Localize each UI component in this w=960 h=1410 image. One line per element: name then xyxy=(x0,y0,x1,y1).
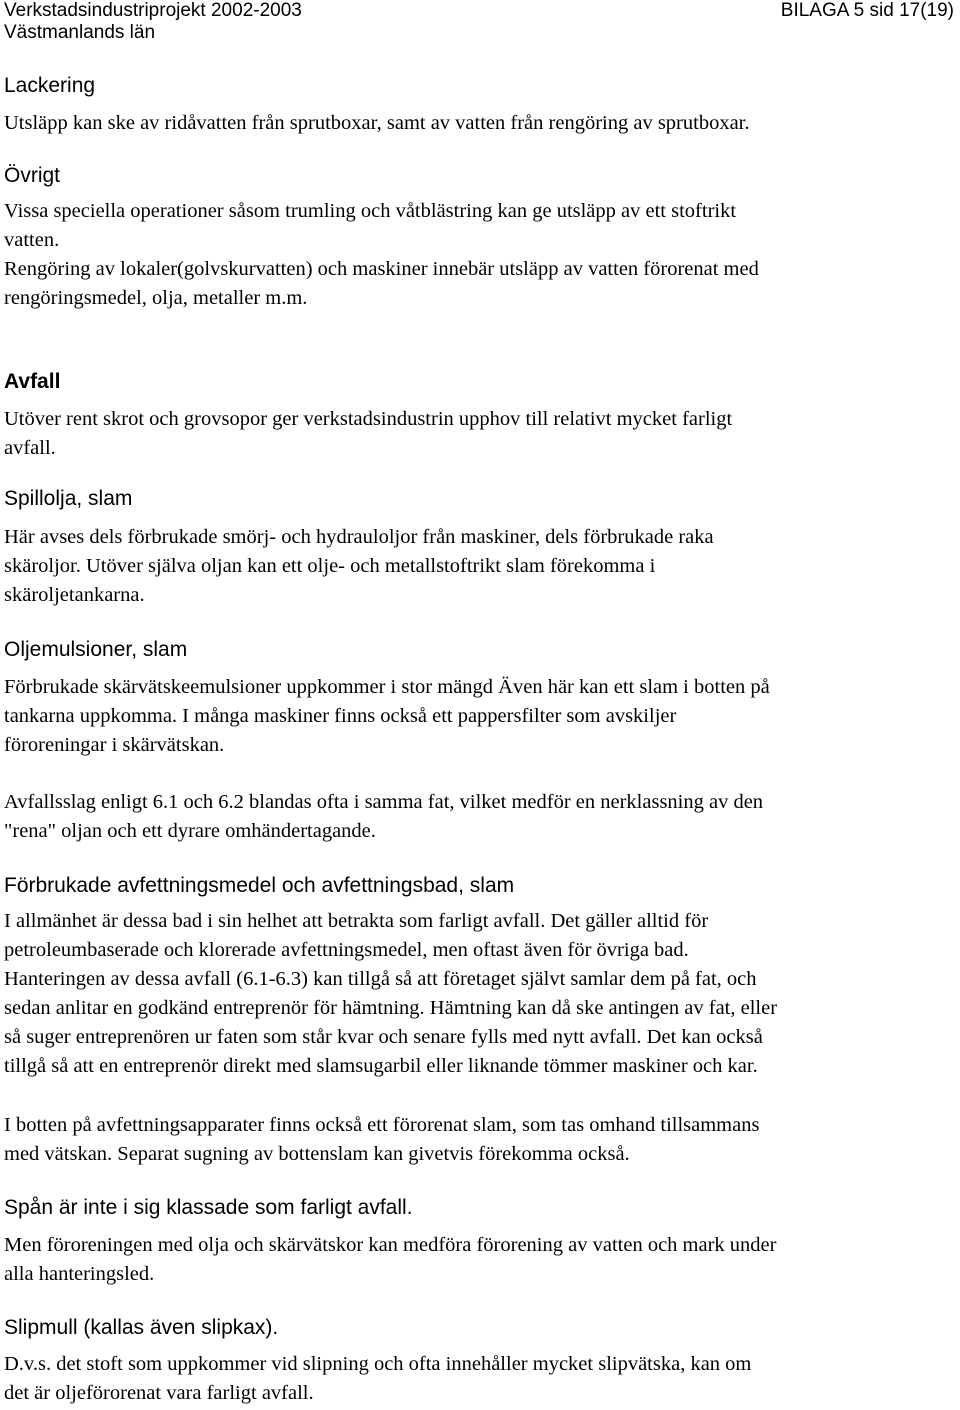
paragraph-oljemulsioner xyxy=(4,673,952,760)
paragraph-spillolja xyxy=(4,523,952,610)
heading-spillolja: Spillolja, slam xyxy=(4,487,133,510)
paragraph-slipmull xyxy=(4,1350,952,1408)
text-line: Utöver rent skrot och grovsopor ger verkstadsindustrin upphov till relativt mycket farligt xyxy=(4,408,733,430)
text-line: Avfallsslag enligt 6.1 och 6.2 blandas ofta i samma fat, vilket medför en nerklassning av den xyxy=(4,791,764,813)
text-line: "rena" oljan och ett dyrare omhändertagande. xyxy=(4,820,376,842)
text-line: Här avses dels förbrukade smörj- och hydrauloljor från maskiner, dels förbrukade raka xyxy=(4,526,714,548)
header-county: Västmanlands län xyxy=(4,22,156,43)
heading-span: Spån är inte i sig klassade som farligt avfall. xyxy=(4,1196,413,1219)
text-line: D.v.s. det stoft som uppkommer vid slipning och ofta innehåller mycket slipvätska, kan om xyxy=(4,1353,752,1375)
text-line: skäroljetankarna. xyxy=(4,584,145,606)
text-line: det är oljeförorenat vara farligt avfall. xyxy=(4,1382,314,1404)
paragraph-avfallsslag xyxy=(4,788,952,846)
paragraph-ovrigt xyxy=(4,197,952,313)
text-line: rengöringsmedel, olja, metaller m.m. xyxy=(4,287,308,309)
text-line: så suger entreprenören ur faten som står kvar och senare fylls med nytt avfall. Det kan också xyxy=(4,1026,763,1048)
text-line: alla hanteringsled. xyxy=(4,1263,155,1285)
text-line: I botten på avfettningsapparater finns också ett förorenat slam, som tas omhand tillsammans xyxy=(4,1114,760,1136)
text-line: vatten. xyxy=(4,229,60,251)
text-line: skäroljor. Utöver själva oljan kan ett olje- och metallstoftrikt slam förekomma i xyxy=(4,555,656,577)
text-line: föroreningar i skärvätskan. xyxy=(4,734,225,756)
text-line: petroleumbaserade och klorerade avfettningsmedel, men oftast även för övriga bad. xyxy=(4,939,689,961)
paragraph-avfettning xyxy=(4,907,952,1081)
heading-ovrigt: Övrigt xyxy=(4,164,61,187)
text-line: I allmänhet är dessa bad i sin helhet att betrakta som farligt avfall. Det gäller alltid för xyxy=(4,910,709,932)
text-line: Vissa speciella operationer såsom trumling och våtblästring kan ge utsläpp av ett stoftrikt xyxy=(4,200,737,222)
text-line: Hanteringen av dessa avfall (6.1-6.3) kan tillgå så att företaget självt samlar dem på fat, och xyxy=(4,968,757,990)
heading-oljemulsioner: Oljemulsioner, slam xyxy=(4,638,188,661)
text-line: Utsläpp kan ske av ridåvatten från sprutboxar, samt av vatten från rengöring av sprutboxar. xyxy=(4,112,750,134)
paragraph-span xyxy=(4,1231,952,1289)
text-line: Rengöring av lokaler(golvskurvatten) och maskiner innebär utsläpp av vatten förorenat med xyxy=(4,258,759,280)
text-line: med vätskan. Separat sugning av bottenslam kan givetvis förekomma också. xyxy=(4,1143,630,1165)
header-project: Verkstadsindustriprojekt 2002-2003 xyxy=(4,0,302,21)
paragraph-avfettning-botten xyxy=(4,1111,952,1169)
paragraph-avfall xyxy=(4,405,952,463)
paragraph-lackering xyxy=(4,109,952,138)
heading-lackering: Lackering xyxy=(4,74,96,97)
heading-slipmull: Slipmull (kallas även slipkax). xyxy=(4,1316,279,1339)
text-line: tankarna uppkomma. I många maskiner finns också ett pappersfilter som avskiljer xyxy=(4,705,677,727)
text-line: tillgå så att en entreprenör direkt med slamsugarbil eller liknande tömmer maskiner och kar. xyxy=(4,1055,758,1077)
text-line: Men föroreningen med olja och skärvätskor kan medföra förorening av vatten och mark under xyxy=(4,1234,777,1256)
text-line: Förbrukade skärvätskeemulsioner uppkommer i stor mängd Även här kan ett slam i botten på xyxy=(4,676,770,698)
heading-avfettning: Förbrukade avfettningsmedel och avfettningsbad, slam xyxy=(4,874,515,897)
text-line: avfall. xyxy=(4,437,56,459)
heading-avfall: Avfall xyxy=(4,370,61,393)
header-appendix: BILAGA 5 sid 17(19) xyxy=(780,0,954,21)
text-line: sedan anlitar en godkänd entreprenör för hämtning. Hämtning kan då ske antingen av fat, eller xyxy=(4,997,778,1019)
